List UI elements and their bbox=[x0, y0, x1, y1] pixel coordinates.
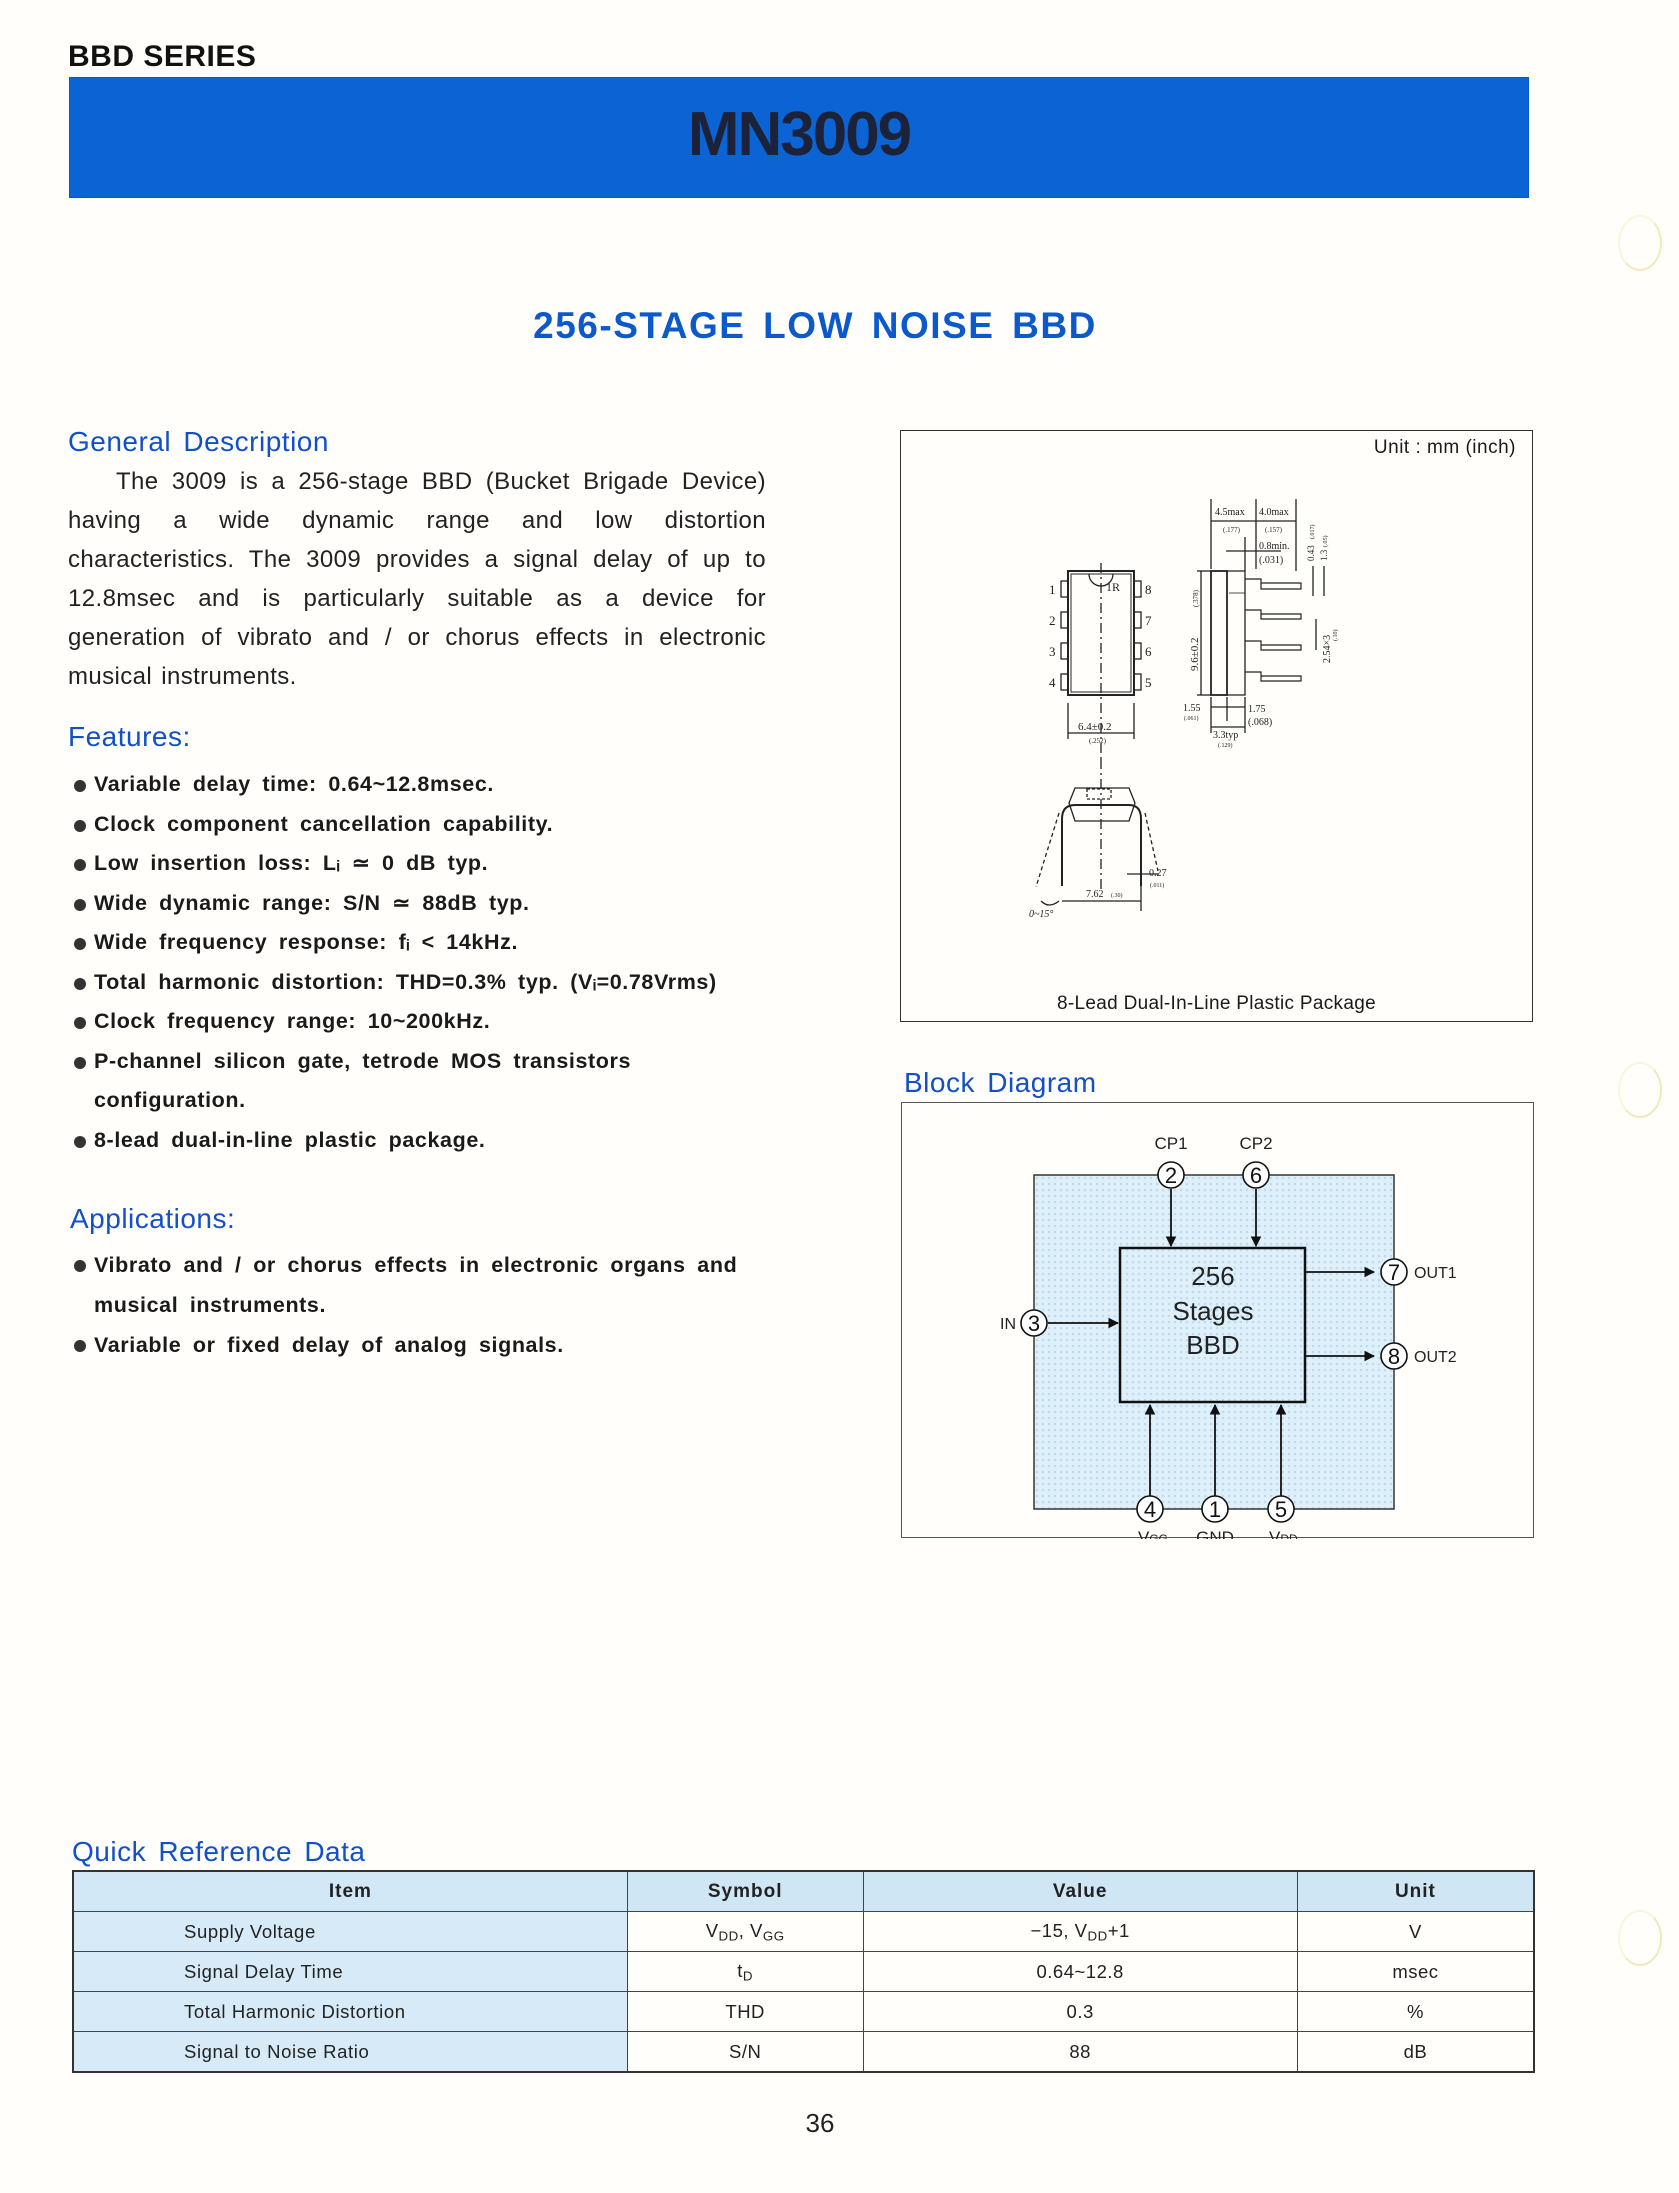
unit-label: Unit : mm (inch) bbox=[1373, 437, 1516, 458]
pin-label: GND bbox=[1196, 1528, 1234, 1539]
block-diagram-heading: Block Diagram bbox=[904, 1067, 1097, 1098]
feature-item: Wide dynamic range: S/N ≃ 88dB typ. bbox=[68, 884, 788, 924]
feature-item: Total harmonic distortion: THD=0.3% typ. (Vᵢ=0.78Vrms) bbox=[68, 963, 788, 1003]
cell-value: 0.64~12.8 bbox=[863, 1952, 1297, 1992]
pin-label: 1 bbox=[1049, 582, 1056, 597]
dim-label: 0.8min. bbox=[1259, 541, 1290, 552]
package-outline-diagram bbox=[901, 431, 1534, 1023]
pin-number: 8 bbox=[1387, 1344, 1401, 1369]
bullet-icon bbox=[74, 938, 86, 950]
dim-label: (.129) bbox=[1218, 743, 1233, 749]
applications-list bbox=[68, 1245, 768, 1365]
bullet-icon bbox=[74, 978, 86, 990]
feature-item: Low insertion loss: Lᵢ ≃ 0 dB typ. bbox=[68, 844, 788, 884]
bullet-icon bbox=[74, 859, 86, 871]
pin-label: 4 bbox=[1049, 675, 1056, 690]
title-bar bbox=[69, 77, 1529, 198]
table-row bbox=[73, 1952, 1534, 1992]
block-diagram bbox=[901, 1102, 1534, 1538]
cell-value: −15, $V_{DD}+1$ bbox=[863, 1912, 1297, 1952]
column-header-value: Value bbox=[863, 1871, 1297, 1912]
features-heading: Features: bbox=[68, 721, 191, 752]
features-list bbox=[68, 765, 788, 1160]
bullet-icon bbox=[74, 820, 86, 832]
general-description-heading: General Description bbox=[68, 426, 329, 457]
feature-item: Wide frequency response: fᵢ < 14kHz. bbox=[68, 923, 788, 963]
dim-label: (.017) bbox=[1310, 524, 1316, 539]
dim-label: (.068) bbox=[1248, 717, 1273, 728]
pin-label: OUT1 bbox=[1414, 1265, 1457, 1282]
column-header-unit: Unit bbox=[1297, 1871, 1534, 1912]
pin-number: 3 bbox=[1027, 1311, 1041, 1336]
dim-label: 1.3 bbox=[1319, 549, 1329, 561]
model-title: MN3009 bbox=[687, 100, 911, 169]
end-view bbox=[1029, 759, 1167, 920]
dim-label: (.061) bbox=[1184, 716, 1199, 722]
pin-label: VDD bbox=[1269, 1528, 1298, 1539]
feature-item: Variable delay time: 0.64~12.8msec. bbox=[68, 765, 788, 805]
dim-label: 1.55 bbox=[1183, 703, 1201, 714]
column-header-item: Item bbox=[73, 1871, 627, 1912]
cell-value: 88 bbox=[863, 2032, 1297, 2073]
core-label: BBD bbox=[1186, 1330, 1240, 1360]
pin-label: 7 bbox=[1145, 613, 1152, 628]
dim-label: 7.62 bbox=[1086, 889, 1104, 900]
dim-label: 3.3typ bbox=[1213, 730, 1239, 741]
core-label: 256 bbox=[1191, 1261, 1235, 1291]
binder-hole-icon bbox=[1618, 1910, 1662, 1966]
page-subtitle: 256-STAGE LOW NOISE BBD bbox=[533, 305, 1097, 346]
core-label: Stages bbox=[1172, 1296, 1254, 1326]
cell-item: Supply Voltage bbox=[73, 1912, 627, 1952]
cell-value: 0.3 bbox=[863, 1992, 1297, 2032]
pin-number: 7 bbox=[1387, 1260, 1401, 1285]
block-diagram-svg bbox=[902, 1103, 1535, 1539]
dim-label: 2.54×3 bbox=[1322, 634, 1333, 663]
pin-number: 5 bbox=[1274, 1497, 1288, 1522]
column-header-symbol: Symbol bbox=[627, 1871, 863, 1912]
pin-label: OUT2 bbox=[1414, 1349, 1457, 1366]
description-paragraph: The 3009 is a 256-stage BBD (Bucket Brigade Device) having a wide dynamic range and low distortion characteristics. The 3009 provides a signal delay of up to 12.8msec and is particularly suitable as a device for generation of vibrato and / or chorus effects in electronic musical instruments. bbox=[68, 468, 766, 690]
dim-label: (.031) bbox=[1259, 555, 1284, 566]
applications-heading: Applications: bbox=[70, 1203, 236, 1234]
application-item: Variable or fixed delay of analog signals. bbox=[68, 1325, 768, 1365]
dim-label: 9.6±0.2 bbox=[1189, 637, 1201, 671]
pin-number: 1 bbox=[1208, 1497, 1222, 1522]
dim-label: 0.43 bbox=[1306, 545, 1316, 561]
binder-hole-icon bbox=[1618, 1062, 1662, 1118]
side-view bbox=[1183, 499, 1339, 749]
cell-item: Signal to Noise Ratio bbox=[73, 2032, 627, 2073]
index-mark: 1R bbox=[1106, 580, 1121, 594]
dim-label: (.05) bbox=[1323, 535, 1329, 547]
bullet-icon bbox=[74, 1260, 86, 1272]
bullet-icon bbox=[74, 1017, 86, 1029]
feature-item: 8-lead dual-in-line plastic package. bbox=[68, 1121, 788, 1161]
bullet-icon bbox=[74, 1057, 86, 1069]
table-row bbox=[73, 1912, 1534, 1952]
dim-label: (.378) bbox=[1192, 590, 1200, 607]
table-row bbox=[73, 1992, 1534, 2032]
pin-number: 2 bbox=[1164, 1163, 1178, 1188]
table-row bbox=[73, 2032, 1534, 2073]
cell-symbol: THD bbox=[627, 1992, 863, 2032]
cell-symbol: S/N bbox=[627, 2032, 863, 2073]
general-description-text bbox=[68, 462, 766, 696]
package-caption: 8-Lead Dual-In-Line Plastic Package bbox=[1057, 993, 1376, 1014]
series-label: BBD SERIES bbox=[68, 40, 257, 73]
feature-item: P-channel silicon gate, tetrode MOS transistors configuration. bbox=[68, 1042, 714, 1121]
feature-item: Clock frequency range: 10~200kHz. bbox=[68, 1002, 788, 1042]
pin-label: 3 bbox=[1049, 644, 1056, 659]
pin-number: 6 bbox=[1249, 1163, 1263, 1188]
cell-symbol: $V_{DD}$, $V_{GG}$ bbox=[627, 1912, 863, 1952]
pin-label: 2 bbox=[1049, 613, 1056, 628]
pin-label: IN bbox=[1000, 1316, 1016, 1333]
cell-unit: dB bbox=[1297, 2032, 1534, 2073]
pin-label: CP1 bbox=[1154, 1134, 1188, 1153]
bullet-icon bbox=[74, 780, 86, 792]
pin-label: VGG bbox=[1138, 1528, 1169, 1539]
page-number: 36 bbox=[805, 2108, 835, 2138]
pin-label: 6 bbox=[1145, 644, 1152, 659]
pin-label: 5 bbox=[1145, 675, 1152, 690]
pin-number: 4 bbox=[1143, 1497, 1157, 1522]
package-drawing bbox=[900, 430, 1533, 1022]
cell-unit: V bbox=[1297, 1912, 1534, 1952]
cell-item: Total Harmonic Distortion bbox=[73, 1992, 627, 2032]
dim-label: 4.0max bbox=[1259, 507, 1289, 518]
dim-label: (.30) bbox=[1111, 893, 1123, 899]
bullet-icon bbox=[74, 899, 86, 911]
pin-label: CP2 bbox=[1239, 1134, 1273, 1153]
dim-label: (.011) bbox=[1150, 883, 1165, 889]
binder-hole-icon bbox=[1618, 215, 1662, 271]
dim-label: 6.4±0.2 bbox=[1078, 721, 1112, 733]
dim-label: 1.75 bbox=[1248, 704, 1266, 715]
dim-label: (.252) bbox=[1089, 737, 1106, 745]
application-item: Vibrato and / or chorus effects in electronic organs and musical instruments. bbox=[68, 1245, 768, 1325]
cell-item: Signal Delay Time bbox=[73, 1952, 627, 1992]
dim-label: 0.27 bbox=[1149, 868, 1167, 879]
pin-label: 8 bbox=[1145, 582, 1152, 597]
dim-label: (.177) bbox=[1223, 526, 1240, 534]
top-view bbox=[1049, 563, 1152, 759]
dim-label: (.157) bbox=[1265, 526, 1282, 534]
bullet-icon bbox=[74, 1136, 86, 1148]
bullet-icon bbox=[74, 1340, 86, 1352]
cell-unit: msec bbox=[1297, 1952, 1534, 1992]
quick-reference-table bbox=[72, 1870, 1535, 2073]
quick-reference-heading: Quick Reference Data bbox=[72, 1836, 366, 1867]
cell-symbol: $t_D$ bbox=[627, 1952, 863, 1992]
cell-unit: % bbox=[1297, 1992, 1534, 2032]
dim-label: (.10) bbox=[1333, 629, 1339, 641]
dim-label: 4.5max bbox=[1215, 507, 1245, 518]
table-header-row bbox=[73, 1871, 1534, 1912]
dim-label: 0~15° bbox=[1029, 909, 1054, 920]
feature-item: Clock component cancellation capability. bbox=[68, 805, 788, 845]
